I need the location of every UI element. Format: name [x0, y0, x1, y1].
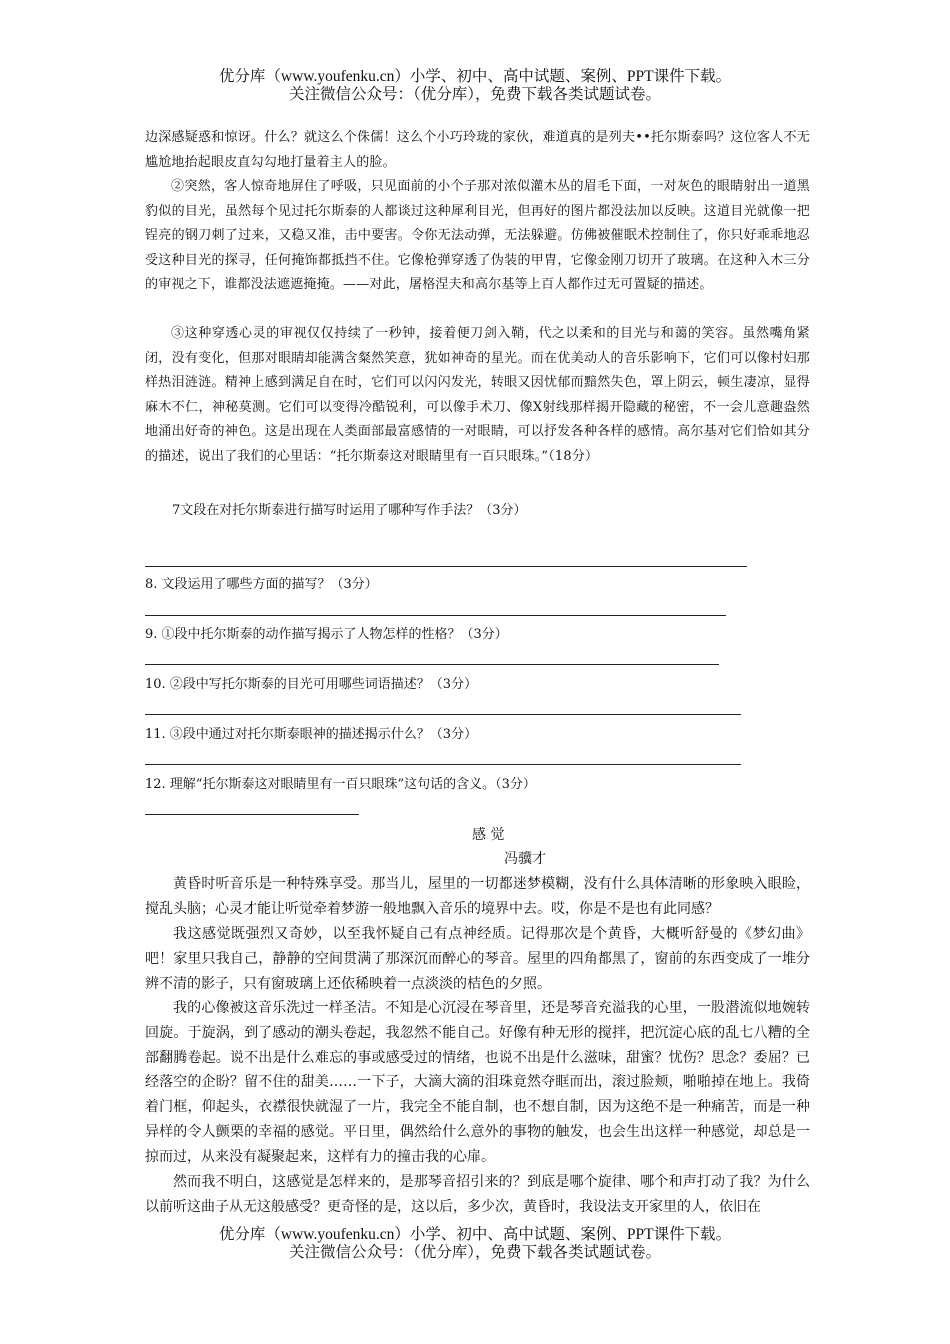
answer-line-10[interactable] [145, 714, 741, 715]
passage1-paragraph-0: 边深感疑惑和惊讶。什么？就这么个侏儒！这么个小巧玲珑的家伙，难道真的是列夫••托尔斯泰吗？这位客人不无尴尬地抬起眼皮直勾勾地打量着主人的脸。 [145, 130, 810, 170]
essay-paragraph-2: 我这感觉既强烈又奇妙，以至我怀疑自己有点神经质。记得那次是个黄昏，大概听舒曼的《梦幻曲》吧！家里只我自己，静静的空间贯满了那深沉而醉心的琴音。屋里的四角都黑了，窗前的东西变成了一堆分辨不清的影子，只有窗玻璃上还依稀映着一点淡淡的桔色的夕照。 [145, 926, 810, 992]
question-11: 11. ③段中通过对托尔斯泰眼神的描述揭示什么？（3分） [145, 727, 478, 742]
essay-paragraph-3: 我的心像被这音乐洗过一样圣洁。不知是心沉浸在琴音里，还是琴音充溢我的心里，一股潜流似地婉转回旋。于旋涡，到了感动的潮头卷起，我忽然不能自己。好像有种无形的搅拌，把沉淀心底的乱七八糟的全部翻腾卷起。说不出是什么难忘的事或感受过的情绪，也说不出是什么滋味，甜蜜？忧伤？思念？委屈？已经落空的企盼？留不住的甜美……一下子，大滴大滴的泪珠竟然夺眶而出，滚过脸颊，啪啪掉在地上。我倚着门框，仰起头，衣襟很快就湿了一片，我完全不能自制，也不想自制，因为这绝不是一种痛苦，而是一种异样的令人颤栗的幸福的感觉。平日里，偶然给什么意外的事物的触发，也会生出这样一种感觉，却总是一掠而过，从来没有凝聚起来，这样有力的撞击我的心扉。 [145, 1000, 810, 1165]
essay-paragraph-4: 然而我不明白，这感觉是怎样来的，是那琴音招引来的？到底是哪个旋律、哪个和声打动了我？为什么以前听这曲子从无这般感受？更奇怪的是，这以后，多少次，黄昏时，我设法支开家里的人，依旧在 [145, 1174, 810, 1215]
page-footer [0, 1226, 950, 1262]
answer-line-9[interactable] [145, 664, 719, 665]
essay-author: 冯骥才 [504, 851, 546, 867]
question-7: 7文段在对托尔斯泰进行描写时运用了哪种写作手法？（3分） [172, 503, 527, 518]
header-line-2: 关注微信公众号：（优分库），免费下载各类试题试卷。 [288, 86, 661, 103]
footer-line-1: 优分库（www.youfenku.cn）小学、初中、高中试题、案例、PPT课件下载。 [218, 1226, 732, 1243]
answer-line-11[interactable] [145, 764, 741, 765]
question-10: 10. ②段中写托尔斯泰的目光可用哪些词语描述？（3分） [145, 677, 478, 692]
question-8: 8. 文段运用了哪些方面的描写？（3分） [145, 577, 378, 592]
passage1-paragraph-2: ②突然，客人惊奇地屏住了呼吸，只见面前的小个子那对浓似灌木丛的眉毛下面，一对灰色的眼睛射出一道黑豹似的目光，虽然每个见过托尔斯泰的人都谈过这种犀利目光，但再好的图片都没法加以反映。这道目光就像一把锃亮的钢刀刺了过来，又稳又准，击中要害。令你无法动弹，无法躲避。仿佛被催眠术控制住了，你只好乖乖地忍受这种目光的探寻，任何掩饰都抵挡不住。它像枪弹穿透了伪装的甲胄，它像金刚刀切开了玻璃。在这种入木三分的审视之下，谁都没法遮遮掩掩。——对此，屠格涅夫和高尔基等上百人都作过无可置疑的描述。 [145, 179, 810, 292]
question-12: 12. 理解“托尔斯泰这对眼睛里有一百只眼珠”这句话的含义。（3分） [145, 777, 536, 792]
page-header [0, 68, 950, 104]
footer-line-2: 关注微信公众号：（优分库），免费下载各类试题试卷。 [288, 1244, 661, 1261]
question-9: 9. ①段中托尔斯泰的动作描写揭示了人物怎样的性格？（3分） [145, 627, 508, 642]
answer-line-7[interactable] [145, 566, 747, 567]
essay-paragraph-1: 黄昏时听音乐是一种特殊享受。那当儿，屋里的一切都迷梦模糊，没有什么具体清晰的形象映入眼睑，搅乱头脑；心灵才能让听觉牵着梦游一般地飘入音乐的境界中去。哎，你是不是也有此同感？ [145, 876, 810, 917]
header-line-1: 优分库（www.youfenku.cn）小学、初中、高中试题、案例、PPT课件下载。 [218, 68, 732, 85]
answer-line-12[interactable] [145, 814, 359, 815]
answer-line-8[interactable] [145, 615, 726, 616]
essay-title: 感 觉 [472, 827, 505, 843]
passage1-paragraph-3: ③这种穿透心灵的审视仅仅持续了一秒钟，接着便刀剑入鞘，代之以柔和的目光与和蔼的笑容。虽然嘴角紧闭，没有变化，但那对眼睛却能满含粲然笑意，犹如神奇的星光。而在优美动人的音乐影响下，它们可以像村妇那样热泪涟涟。精神上感到满足自在时，它们可以闪闪发光，转眼又因忧郁而黯然失色，罩上阴云，顿生凄凉，显得麻木不仁，神秘莫测。它们可以变得冷酷锐利，可以像手术刀、像X射线那样揭开隐藏的秘密，不一会儿意趣盎然地涌出好奇的神色。这是出现在人类面部最富感情的一对眼睛，可以抒发各种各样的感情。高尔基对它们恰如其分的描述，说出了我们的心里话：“托尔斯泰这对眼睛里有一百只眼珠。”（18分） [145, 326, 810, 464]
